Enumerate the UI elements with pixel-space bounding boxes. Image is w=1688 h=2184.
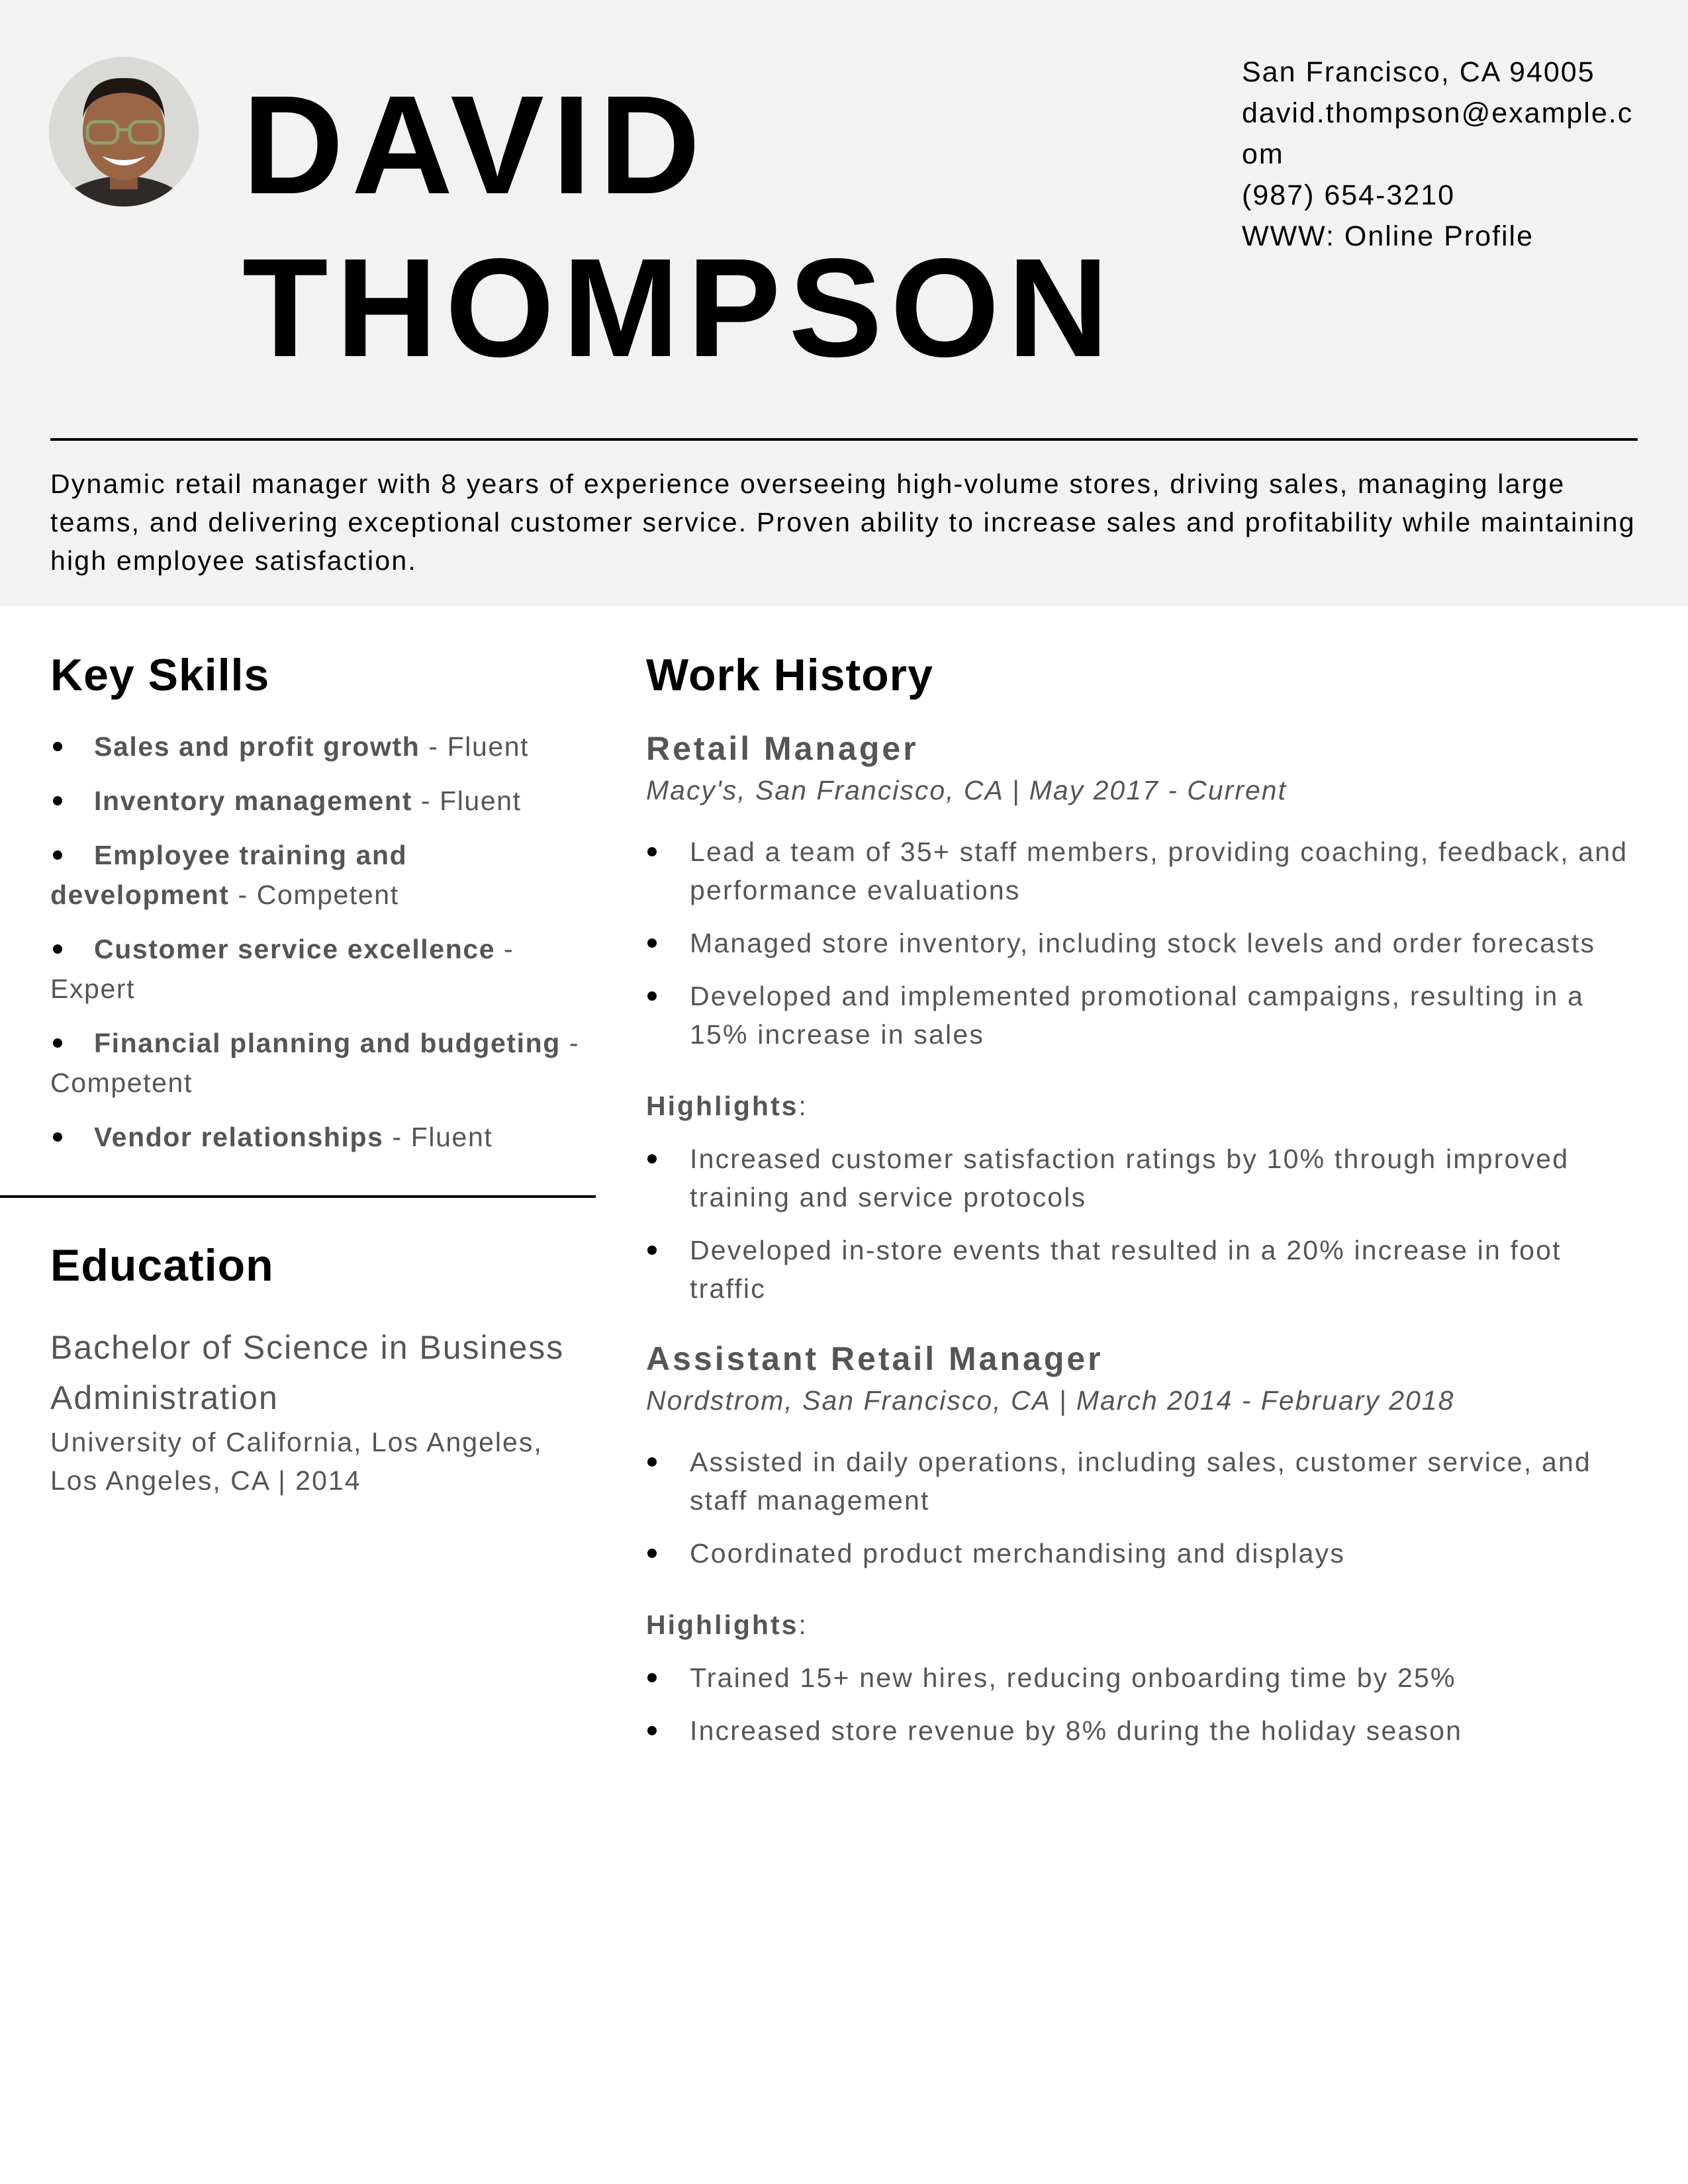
job-title: Assistant Retail Manager	[646, 1340, 1103, 1377]
email: david.thompson@example.com	[1242, 97, 1634, 170]
bullet-icon	[53, 1038, 62, 1048]
job-title: Retail Manager	[646, 730, 919, 767]
highlights-list	[646, 1140, 1639, 1308]
duty-item: Managed store inventory, including stock levels and order forecasts	[646, 924, 1639, 962]
work-history-section	[646, 649, 1639, 1764]
job-entry	[646, 1338, 1639, 1750]
job-duties	[646, 1443, 1639, 1572]
duty-item: Lead a team of 35+ staff members, providing coaching, feedback, and performance evaluations	[646, 833, 1639, 909]
highlights-label: Highlights:	[646, 1091, 808, 1121]
skill-item: Sales and profit growth - Fluent	[50, 727, 593, 766]
duty-item: Developed and implemented promotional campaigns, resulting in a 15% increase in sales	[646, 977, 1639, 1054]
highlight-item: Developed in-store events that resulted in a 20% increase in foot traffic	[646, 1231, 1639, 1308]
education-section	[50, 1239, 593, 1500]
bullet-icon	[647, 1154, 657, 1163]
phone: (987) 654-3210	[1242, 179, 1456, 211]
candidate-name	[242, 64, 1169, 389]
profile-photo-image	[49, 57, 199, 206]
highlight-item: Trained 15+ new hires, reducing onboarding time by 25%	[646, 1659, 1639, 1697]
bullet-icon	[647, 1549, 657, 1558]
degree: Bachelor of Science in Business Administration	[50, 1329, 565, 1416]
address: San Francisco, CA 94005	[1242, 56, 1595, 88]
skill-item: Employee training and development - Competent	[50, 840, 408, 910]
duty-item: Coordinated product merchandising and displays	[646, 1534, 1639, 1572]
bullet-icon	[53, 1132, 62, 1142]
skill-item: Vendor relationships - Fluent	[50, 1117, 593, 1157]
contact-info	[1242, 52, 1646, 257]
bullet-icon	[647, 1246, 657, 1255]
school: University of California, Los Angeles, Los Angeles, CA | 2014	[50, 1427, 543, 1496]
skills-list	[50, 727, 593, 1157]
bullet-icon	[53, 742, 62, 751]
skill-item: Financial planning and budgeting - Competent	[50, 1028, 580, 1098]
highlight-item: Increased store revenue by 8% during the holiday season	[646, 1711, 1639, 1750]
skill-item: Customer service excellence - Expert	[50, 934, 514, 1004]
skills-title: Key Skills	[50, 650, 270, 700]
website-link[interactable]: WWW: Online Profile	[1242, 220, 1534, 252]
education-title: Education	[50, 1240, 274, 1291]
work-history-title: Work History	[646, 650, 933, 700]
skills-section	[50, 649, 593, 1171]
bullet-icon	[53, 944, 62, 954]
bullet-icon	[647, 1726, 657, 1735]
job-meta: Macy's, San Francisco, CA | May 2017 - Current	[646, 775, 1287, 805]
header-divider	[50, 438, 1638, 441]
bullet-icon	[647, 1673, 657, 1682]
bullet-icon	[647, 938, 657, 948]
last-name: THOMPSON	[242, 229, 1117, 386]
bullet-icon	[647, 847, 657, 856]
skill-item: Inventory management - Fluent	[50, 781, 593, 821]
resume-header	[0, 0, 1688, 606]
profile-photo	[49, 57, 199, 206]
bullet-icon	[647, 991, 657, 1001]
highlight-item: Increased customer satisfaction ratings by 10% through improved training and service protocols	[646, 1140, 1639, 1216]
job-entry	[646, 728, 1639, 1308]
job-duties	[646, 833, 1639, 1054]
professional-summary: Dynamic retail manager with 8 years of experience overseeing high-volume stores, driving sales, managing large teams, and delivering exceptional customer service. Proven ability to increase sales and profitability while maintaining high employee satisfaction.	[50, 469, 1636, 576]
bullet-icon	[647, 1457, 657, 1467]
duty-item: Assisted in daily operations, including sales, customer service, and staff management	[646, 1443, 1639, 1520]
left-section-divider	[0, 1195, 596, 1198]
highlights-list	[646, 1659, 1639, 1750]
bullet-icon	[53, 796, 62, 805]
job-meta: Nordstrom, San Francisco, CA | March 2014 - February 2018	[646, 1385, 1455, 1416]
first-name: DAVID	[242, 66, 708, 223]
highlights-label: Highlights:	[646, 1610, 808, 1640]
bullet-icon	[53, 850, 62, 860]
